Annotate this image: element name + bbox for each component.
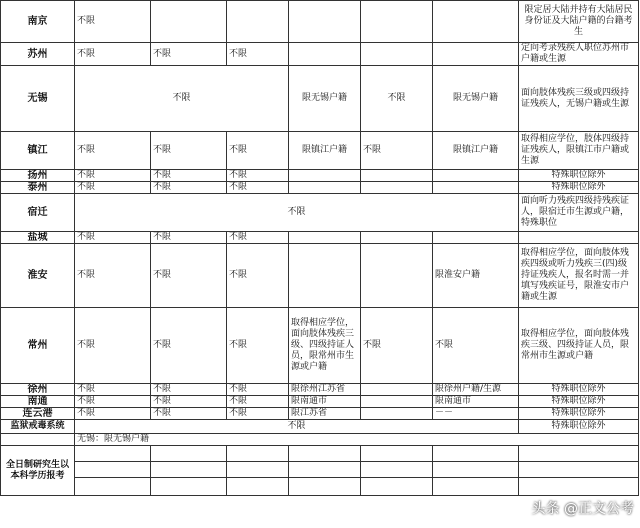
- wuxi-note: 无锡：限无锡户籍: [75, 434, 639, 446]
- cell: [151, 478, 227, 496]
- note-nanjing: 限定居大陆并持有大陆居民身份证及大陆户籍的台籍考生: [519, 1, 639, 43]
- cell: 限徐州江苏省: [289, 384, 361, 396]
- cell: 不限: [75, 66, 289, 132]
- cell: 不限: [227, 132, 289, 170]
- cell: 不限: [75, 1, 151, 43]
- cell: [289, 1, 361, 43]
- row-yangzhou: [1, 170, 639, 182]
- cell: 限无锡户籍: [289, 66, 361, 132]
- cell: 不限: [151, 132, 227, 170]
- cell: 限淮安户籍: [433, 244, 519, 308]
- note-suzhou: 定向考录残疾人职位苏州市户籍或生源: [519, 43, 639, 66]
- row-xuzhou: [1, 384, 639, 396]
- cell: 不限: [227, 232, 289, 244]
- cell: [519, 232, 639, 244]
- cell: 不限: [361, 132, 433, 170]
- note-suqian: 面向听力残疾四级持残疾证人，限宿迁市生源或户籍，特殊职位: [519, 194, 639, 232]
- city-nantong: 南通: [1, 396, 75, 408]
- note-taizhou: 特殊职位除外: [519, 182, 639, 194]
- cell: [433, 1, 519, 43]
- cell: 不限: [75, 170, 151, 182]
- cell: [361, 244, 433, 308]
- city-yangzhou: 扬州: [1, 170, 75, 182]
- cell: [361, 384, 433, 396]
- cell: [361, 478, 433, 496]
- cell: 不限: [151, 182, 227, 194]
- cell: [433, 478, 519, 496]
- cell: 不限: [151, 408, 227, 420]
- cell: [433, 43, 519, 66]
- cell: [361, 446, 433, 462]
- row-wuxi-note: [1, 434, 639, 446]
- row-nantong: [1, 396, 639, 408]
- row-taizhou: [1, 182, 639, 194]
- cell: 取得相应学位，面向肢体残疾三级、四级持证人员，限常州市生源或户籍: [289, 308, 361, 384]
- city-prison: 监狱戒毒系统: [1, 420, 75, 434]
- cell: 不限: [361, 66, 433, 132]
- cell: [289, 232, 361, 244]
- row-prison: [1, 420, 639, 434]
- city-taizhou: 泰州: [1, 182, 75, 194]
- cell: [433, 462, 519, 478]
- watermark: 头条 @正文公考: [531, 501, 634, 517]
- city-xuzhou: 徐州: [1, 384, 75, 396]
- cell: [433, 232, 519, 244]
- cell: [361, 170, 433, 182]
- cell: [151, 462, 227, 478]
- row-zhenjiang: [1, 132, 639, 170]
- cell: [289, 43, 361, 66]
- city-wuxi: 无锡: [1, 66, 75, 132]
- cell: [519, 462, 639, 478]
- cell: 不限: [75, 396, 151, 408]
- row-fulltime-1: [1, 446, 639, 462]
- cell: 不限: [75, 194, 519, 232]
- cell: 不限: [227, 43, 289, 66]
- cell: 不限: [151, 308, 227, 384]
- cell: [361, 232, 433, 244]
- cell: 不限: [75, 132, 151, 170]
- cell: 不限: [75, 384, 151, 396]
- cell: [519, 446, 639, 462]
- cell: 不限: [227, 308, 289, 384]
- row-suqian: [1, 194, 639, 232]
- row-fulltime-2: [1, 462, 639, 478]
- cell: [151, 1, 227, 43]
- cell: 限南通市: [289, 396, 361, 408]
- city-huaian: 淮安: [1, 244, 75, 308]
- note-yangzhou: 特殊职位除外: [519, 170, 639, 182]
- city-suqian: 宿迁: [1, 194, 75, 232]
- cell: [227, 462, 289, 478]
- row-suzhou: [1, 43, 639, 66]
- cell: 不限: [75, 408, 151, 420]
- cell: [361, 182, 433, 194]
- note-zhenjiang: 取得相应学位，肢体四级持证残疾人，限镇江市户籍或生源: [519, 132, 639, 170]
- cell: [361, 1, 433, 43]
- cell: [361, 43, 433, 66]
- cell: 不限: [75, 244, 151, 308]
- city-lianyungang: 连云港: [1, 408, 75, 420]
- note-prison: 特殊职位除外: [519, 420, 639, 434]
- cell: 不限: [75, 43, 151, 66]
- cell: －－: [433, 408, 519, 420]
- cell: [519, 478, 639, 496]
- cell: [361, 396, 433, 408]
- cell: [227, 478, 289, 496]
- row-nanjing: [1, 1, 639, 43]
- cell: 限镇江户籍: [289, 132, 361, 170]
- cell: 不限: [75, 420, 519, 434]
- row-lianyungang: [1, 408, 639, 420]
- city-nanjing: 南京: [1, 1, 75, 43]
- cell: [289, 478, 361, 496]
- cell: 不限: [151, 170, 227, 182]
- cell: 不限: [75, 232, 151, 244]
- cell: [1, 434, 75, 446]
- cell: 不限: [227, 182, 289, 194]
- note-wuxi: 面向肢体残疾三级或四级持证残疾人，无锡户籍或生源: [519, 66, 639, 132]
- cell: 不限: [151, 384, 227, 396]
- cell: [289, 446, 361, 462]
- cell: 不限: [433, 308, 519, 384]
- row-changzhou: [1, 308, 639, 384]
- fulltime-label: 全日制研究生以本科学历报考: [1, 446, 75, 496]
- cell: [75, 446, 151, 462]
- cell: 限南通市: [433, 396, 519, 408]
- row-fulltime-3: [1, 478, 639, 496]
- cell: [75, 478, 151, 496]
- cell: 不限: [227, 408, 289, 420]
- cell: 不限: [151, 232, 227, 244]
- city-yancheng: 盐城: [1, 232, 75, 244]
- city-zhenjiang: 镇江: [1, 132, 75, 170]
- cell: 不限: [151, 43, 227, 66]
- cell: [433, 182, 519, 194]
- cell: [289, 170, 361, 182]
- cell: 限无锡户籍: [433, 66, 519, 132]
- cell: 不限: [227, 244, 289, 308]
- cell: 不限: [227, 396, 289, 408]
- row-wuxi: [1, 66, 639, 132]
- cell: [75, 462, 151, 478]
- cell: [361, 408, 433, 420]
- row-yancheng: [1, 232, 639, 244]
- cell: 不限: [227, 384, 289, 396]
- cell: 限镇江户籍: [433, 132, 519, 170]
- cell: 不限: [75, 308, 151, 384]
- cell: [227, 1, 289, 43]
- cell: [289, 244, 361, 308]
- cell: 限徐州户籍/生源: [433, 384, 519, 396]
- cell: [289, 182, 361, 194]
- city-changzhou: 常州: [1, 308, 75, 384]
- cell: [361, 462, 433, 478]
- note-changzhou: 取得相应学位，面向肢体残疾三级、四级持证人员，限常州市生源或户籍: [519, 308, 639, 384]
- cell: 不限: [151, 244, 227, 308]
- cell: 不限: [227, 170, 289, 182]
- cell: [289, 462, 361, 478]
- cell: 不限: [361, 308, 433, 384]
- note-nantong: 特殊职位除外: [519, 396, 639, 408]
- cell: 不限: [151, 396, 227, 408]
- cell: 不限: [75, 182, 151, 194]
- city-suzhou: 苏州: [1, 43, 75, 66]
- cell: [151, 446, 227, 462]
- cell: [227, 446, 289, 462]
- note-xuzhou: 特殊职位除外: [519, 384, 639, 396]
- cell: 限江苏省: [289, 408, 361, 420]
- cell: [433, 446, 519, 462]
- cell: [433, 170, 519, 182]
- note-lianyungang: 特殊职位除外: [519, 408, 639, 420]
- row-huaian: [1, 244, 639, 308]
- note-huaian: 取得相应学位，面向肢体残疾四级或听力残疾三(四)级持证残疾人，报名时需一并填写残疾证号，限淮安市户籍或生源: [519, 244, 639, 308]
